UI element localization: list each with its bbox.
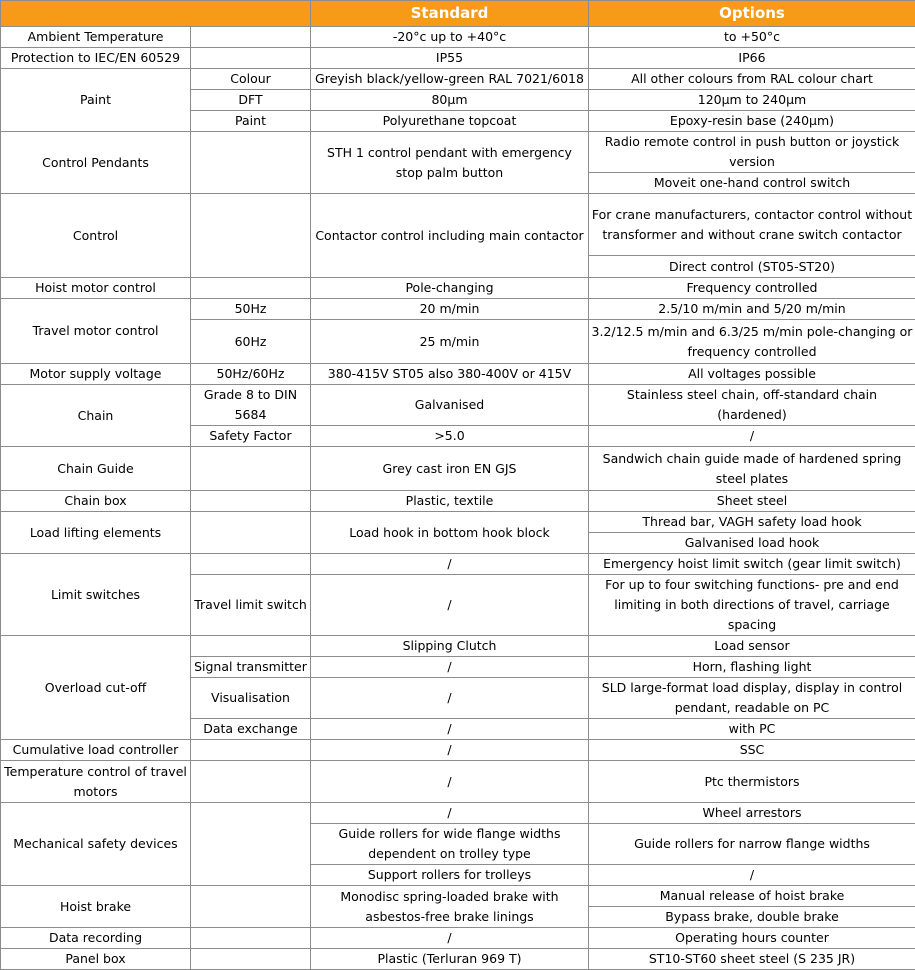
feature-cell: Ambient Temperature [1,27,191,48]
feature-cell: Cumulative load controller [1,740,191,761]
option-cell: Frequency controlled [589,278,915,299]
sub-cell: Visualisation [191,678,311,719]
sub-cell [191,761,311,803]
option-cell: with PC [589,719,915,740]
standard-cell: Slipping Clutch [311,636,589,657]
option-cell: Sheet steel [589,491,915,512]
feature-cell: Mechanical safety devices [1,803,191,886]
table-row [1,512,915,533]
feature-cell: Limit switches [1,554,191,636]
sub-cell: Grade 8 to DIN 5684 [191,385,311,426]
table-row [1,132,915,173]
feature-cell: Chain box [1,491,191,512]
standard-cell: / [311,575,589,636]
sub-cell: 50Hz [191,299,311,320]
standard-cell: Monodisc spring-loaded brake with asbestos-free brake linings [311,886,589,928]
feature-cell: Data recording [1,928,191,949]
table-row [1,385,915,426]
table-row [1,491,915,512]
standard-cell: >5.0 [311,426,589,447]
table-row [1,803,915,824]
standard-cell: / [311,761,589,803]
option-cell: Thread bar, VAGH safety load hook [589,512,915,533]
sub-cell: DFT [191,90,311,111]
option-cell: Bypass brake, double brake [589,907,915,928]
standard-cell: / [311,740,589,761]
option-cell: Operating hours counter [589,928,915,949]
option-cell: For up to four switching functions- pre and end limiting in both directions of travel, carriage spacing [589,575,915,636]
option-cell: Direct control (ST05-ST20) [589,256,915,278]
standard-cell: / [311,803,589,824]
standard-cell: 25 m/min [311,320,589,364]
option-cell: Emergency hoist limit switch (gear limit switch) [589,554,915,575]
table-row [1,27,915,48]
standard-cell: -20°c up to +40°c [311,27,589,48]
standard-cell: / [311,719,589,740]
feature-cell: Chain [1,385,191,447]
sub-cell: Signal transmitter [191,657,311,678]
standard-cell: 80µm [311,90,589,111]
option-cell: Stainless steel chain, off-standard chain (hardened) [589,385,915,426]
table-row [1,278,915,299]
feature-cell: Control Pendants [1,132,191,194]
header-row [1,1,915,27]
standard-cell: Plastic, textile [311,491,589,512]
option-cell: Sandwich chain guide made of hardened spring steel plates [589,447,915,491]
standard-cell: / [311,678,589,719]
feature-cell: Temperature control of travel motors [1,761,191,803]
sub-cell: 50Hz/60Hz [191,364,311,385]
option-cell: 3.2/12.5 m/min and 6.3/25 m/min pole-changing or frequency controlled [589,320,915,364]
standard-cell: Grey cast iron EN GJS [311,447,589,491]
standard-cell: IP55 [311,48,589,69]
standard-cell: Greyish black/yellow-green RAL 7021/6018 [311,69,589,90]
option-cell: Horn, flashing light [589,657,915,678]
option-cell: SLD large-format load display, display in control pendant, readable on PC [589,678,915,719]
table-row [1,48,915,69]
option-cell: Load sensor [589,636,915,657]
standard-cell: Polyurethane topcoat [311,111,589,132]
sub-cell [191,740,311,761]
option-cell: Epoxy-resin base (240µm) [589,111,915,132]
table-row [1,761,915,803]
option-cell: Radio remote control in push button or joystick version [589,132,915,173]
sub-cell [191,886,311,928]
sub-cell [191,194,311,278]
table-row [1,194,915,256]
option-cell: Galvanised load hook [589,533,915,554]
option-cell: Ptc thermistors [589,761,915,803]
sub-cell [191,512,311,554]
table-row [1,364,915,385]
feature-cell: Panel box [1,949,191,970]
standard-cell: Load hook in bottom hook block [311,512,589,554]
standard-cell: / [311,657,589,678]
option-cell: SSC [589,740,915,761]
option-cell: Wheel arrestors [589,803,915,824]
sub-cell: 60Hz [191,320,311,364]
sub-cell: Paint [191,111,311,132]
sub-cell [191,554,311,575]
option-cell: / [589,865,915,886]
standard-cell: Plastic (Terluran 969 T) [311,949,589,970]
standard-cell: Support rollers for trolleys [311,865,589,886]
standard-cell: Guide rollers for wide flange widths dependent on trolley type [311,824,589,865]
feature-cell: Paint [1,69,191,132]
standard-cell: 20 m/min [311,299,589,320]
option-cell: All voltages possible [589,364,915,385]
standard-cell: Contactor control including main contactor [311,194,589,278]
table-row [1,740,915,761]
option-cell: Guide rollers for narrow flange widths [589,824,915,865]
table-row [1,554,915,575]
table-row [1,636,915,657]
header-standard: Standard [311,1,589,27]
sub-cell [191,949,311,970]
option-cell: 2.5/10 m/min and 5/20 m/min [589,299,915,320]
table-row [1,447,915,491]
sub-cell [191,278,311,299]
feature-cell: Protection to IEC/EN 60529 [1,48,191,69]
option-cell: IP66 [589,48,915,69]
standard-cell: / [311,928,589,949]
option-cell: For crane manufacturers, contactor control without transformer and without crane switch contactor [589,194,915,256]
feature-cell: Travel motor control [1,299,191,364]
table-row [1,949,915,970]
sub-cell [191,491,311,512]
option-cell: 120µm to 240µm [589,90,915,111]
feature-cell: Motor supply voltage [1,364,191,385]
option-cell: Manual release of hoist brake [589,886,915,907]
sub-cell [191,636,311,657]
feature-cell: Control [1,194,191,278]
option-cell: to +50°c [589,27,915,48]
sub-cell: Travel limit switch [191,575,311,636]
sub-cell [191,48,311,69]
sub-cell [191,27,311,48]
feature-cell: Overload cut-off [1,636,191,740]
sub-cell: Data exchange [191,719,311,740]
sub-cell: Safety Factor [191,426,311,447]
table-row [1,886,915,907]
sub-cell [191,447,311,491]
standard-cell: Galvanised [311,385,589,426]
option-cell: All other colours from RAL colour chart [589,69,915,90]
feature-cell: Hoist motor control [1,278,191,299]
sub-cell [191,928,311,949]
standard-cell: Pole-changing [311,278,589,299]
sub-cell: Colour [191,69,311,90]
feature-cell: Load lifting elements [1,512,191,554]
feature-cell: Chain Guide [1,447,191,491]
table-row [1,928,915,949]
standard-cell: / [311,554,589,575]
sub-cell [191,803,311,886]
table-row [1,69,915,90]
sub-cell [191,132,311,194]
table-row [1,299,915,320]
header-blank-cell [1,1,311,27]
header-options: Options [589,1,915,27]
standard-cell: STH 1 control pendant with emergency stop palm button [311,132,589,194]
option-cell: ST10-ST60 sheet steel (S 235 JR) [589,949,915,970]
feature-cell: Hoist brake [1,886,191,928]
standard-cell: 380-415V ST05 also 380-400V or 415V [311,364,589,385]
option-cell: Moveit one-hand control switch [589,173,915,194]
option-cell: / [589,426,915,447]
